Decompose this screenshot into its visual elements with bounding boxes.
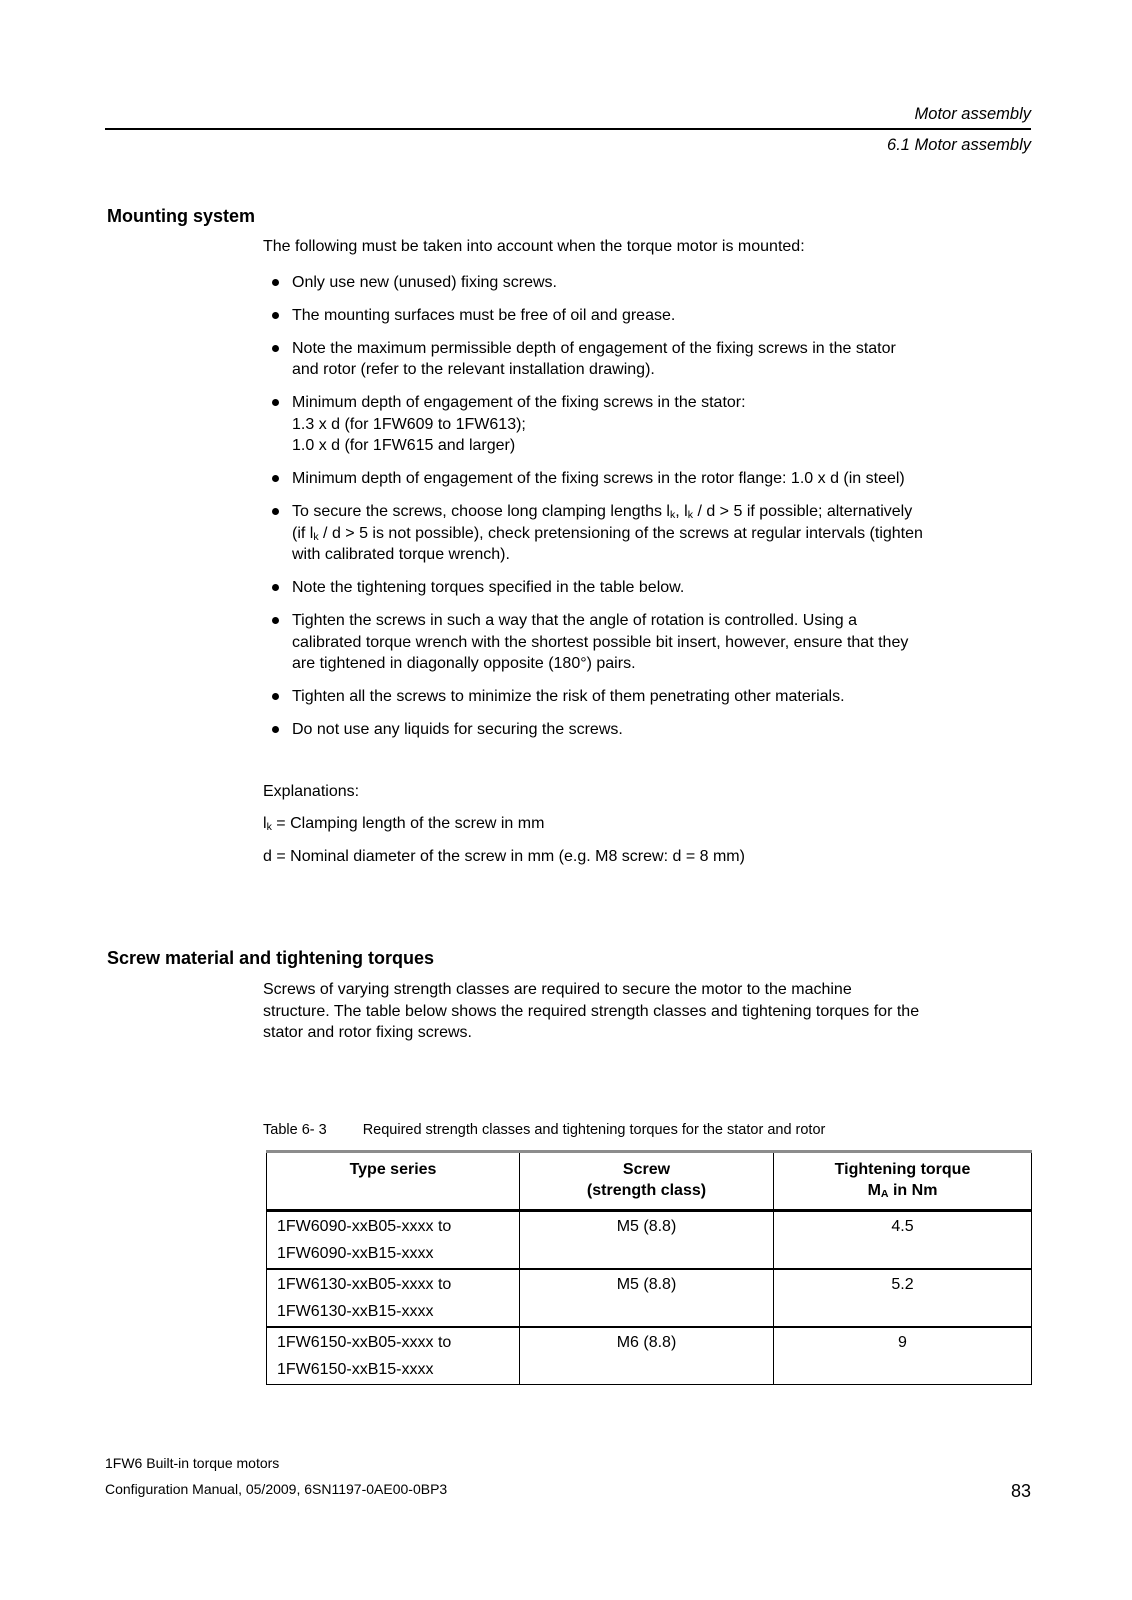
torque-table bbox=[266, 1150, 1032, 1385]
running-header bbox=[105, 104, 1031, 155]
mounting-intro: The following must be taken into account when the torque motor is mounted: bbox=[263, 238, 805, 255]
page-number: 83 bbox=[1010, 1481, 1031, 1501]
cell-torque: 4.5 bbox=[774, 1211, 1032, 1270]
cell-screw: M6 (8.8) bbox=[520, 1327, 774, 1385]
footer-manual-info: Configuration Manual, 05/2009, 6SN1197-0AE00-0BP3 bbox=[105, 1481, 448, 1497]
bullet-icon bbox=[272, 279, 279, 286]
subscript-k: k bbox=[313, 530, 319, 543]
bullet-icon bbox=[272, 584, 279, 591]
bullet-icon bbox=[272, 693, 279, 700]
table-caption-label: Table 6- 3 bbox=[263, 1122, 327, 1138]
cell-torque: 9 bbox=[774, 1327, 1032, 1385]
table-row bbox=[267, 1269, 1032, 1327]
explanations-block bbox=[263, 781, 1035, 868]
header-section-title: 6.1 Motor assembly bbox=[887, 136, 1031, 154]
cell-type-series: 1FW6130-xxB05-xxxx to 1FW6130-xxB15-xxxx bbox=[267, 1269, 520, 1327]
list-item: Tighten the screws in such a way that the angle of rotation is controlled. Using a calibrated torque wrench with the shortest possible bit insert, however, ensure that they are tightened in diagonally opposite (180°) pairs. bbox=[263, 610, 1035, 675]
table-row bbox=[267, 1327, 1032, 1385]
bullet-icon bbox=[272, 508, 279, 515]
screw-material-paragraph: Screws of varying strength classes are required to secure the motor to the machine structure. The table below shows the required strength classes and tightening torques for the stator and rotor fixing screws. bbox=[263, 981, 920, 1041]
subscript-a: A bbox=[880, 1187, 889, 1200]
bullet-icon bbox=[272, 312, 279, 319]
list-item: The mounting surfaces must be free of oil and grease. bbox=[263, 305, 1035, 327]
mounting-bullet-list bbox=[263, 272, 1035, 741]
cell-type-series: 1FW6150-xxB05-xxxx to 1FW6150-xxB15-xxxx bbox=[267, 1327, 520, 1385]
column-header-tightening-torque: Tightening torque $M_A$ in Nm bbox=[774, 1152, 1032, 1211]
explanation-d: d = Nominal diameter of the screw in mm (e.g. M8 screw: d = 8 mm) bbox=[263, 847, 745, 865]
cell-screw: M5 (8.8) bbox=[520, 1269, 774, 1327]
cell-type-series: 1FW6090-xxB05-xxxx to 1FW6090-xxB15-xxxx bbox=[277, 1218, 452, 1262]
column-header-screw: Screw (strength class) bbox=[520, 1152, 774, 1211]
bullet-icon bbox=[272, 475, 279, 482]
table-row bbox=[267, 1211, 1032, 1270]
explanations-label: Explanations: bbox=[263, 782, 360, 800]
subscript-k: k bbox=[266, 820, 272, 833]
bullet-icon bbox=[272, 399, 279, 406]
table-header-row bbox=[267, 1152, 1032, 1211]
list-item: Note the maximum permissible depth of engagement of the fixing screws in the stator and rotor (refer to the relevant installation drawing). bbox=[263, 338, 1035, 381]
bullet-icon bbox=[272, 617, 279, 624]
bullet-icon bbox=[272, 345, 279, 352]
list-item: Do not use any liquids for securing the screws. bbox=[263, 719, 1035, 741]
subscript-k: k bbox=[669, 508, 676, 521]
bullet-icon bbox=[272, 726, 279, 733]
mounting-system-heading: Mounting system bbox=[107, 206, 256, 226]
header-rule bbox=[105, 128, 1031, 130]
page-footer bbox=[105, 1450, 1031, 1502]
footer-product-title: 1FW6 Built-in torque motors bbox=[105, 1455, 280, 1471]
table-caption-text: Required strength classes and tightening torques for the stator and rotor bbox=[362, 1122, 826, 1138]
list-item: Only use new (unused) fixing screws. bbox=[263, 272, 1035, 294]
header-chapter-title: Motor assembly bbox=[914, 105, 1031, 123]
list-item: Minimum depth of engagement of the fixing screws in the rotor flange: 1.0 x d (in steel) bbox=[263, 468, 1035, 490]
column-header-type-series: Type series bbox=[267, 1152, 520, 1211]
explanation-lk: $l_k$ = Clamping length of the screw in mm bbox=[263, 815, 545, 833]
list-item: To secure the screws, choose long clamping lengths $l_k$, $l_k / d > 5$ if possible; alternatively (if $l_k / d > 5$ is not possible), check pretensioning of the screws at regular intervals (tighten with calibrated torque wrench). bbox=[263, 501, 1035, 566]
list-item: Minimum depth of engagement of the fixing screws in the stator: 1.3 x d (for 1FW609 to 1FW613); 1.0 x d (for 1FW615 and larger) bbox=[263, 392, 1035, 457]
table-caption bbox=[263, 1120, 825, 1140]
cell-torque: 5.2 bbox=[774, 1269, 1032, 1327]
list-item: Note the tightening torques specified in the table below. bbox=[263, 577, 1035, 599]
screw-material-heading: Screw material and tightening torques bbox=[107, 948, 435, 968]
subscript-k: k bbox=[687, 508, 693, 521]
cell-screw: M5 (8.8) bbox=[520, 1211, 774, 1270]
list-item: Tighten all the screws to minimize the risk of them penetrating other materials. bbox=[263, 686, 1035, 708]
mounting-system-content bbox=[263, 236, 1035, 867]
